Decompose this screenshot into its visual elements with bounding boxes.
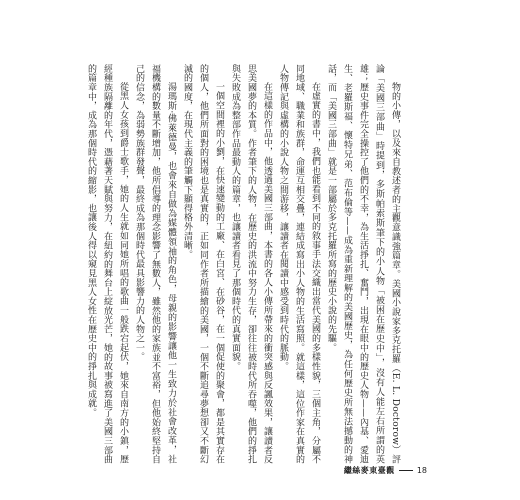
paragraph: 在虛實的書中，我們也能看到不同的敘事手法交織出當代美國的多樣性貌，三個主角，分屬不同地域、職業和族群，命運互相交疊，連結成寫出小人物的生活寫照。就這樣，這位作家在真實的人物傳記與虛構的小說人物之間游移，讓讀者在閱讀中感受到時代的脈動。 bbox=[278, 64, 320, 464]
page-number: 18 bbox=[416, 466, 427, 475]
paragraph: 在這樣的作品中，他透過美國三部曲，本書的各人小傳所帶來的衝突感與反諷效果，讓讀者反思美國夢的本質。作者筆下的人物，在歷史的洪流中努力生存，卻往往被時代所吞噬，他們的掙扎與失敗成為整部作品最動人的篇章，也讓讀者看見了那個時代的真實面貌。 bbox=[230, 64, 272, 464]
footer-divider bbox=[399, 470, 413, 471]
running-title: 繼絲麥東臺觀 bbox=[343, 466, 395, 475]
body-text bbox=[83, 64, 403, 464]
page-footer bbox=[344, 465, 427, 476]
paragraph: 一個空間裡的小劉，在快速變動的工廠、在白宮、在砂谷，在一個促使的聚會，都是其實存在的個人，他們所面對的困境也是真實的，正如同作者所描繪的美國，一個不斷追尋夢想卻又不斷幻滅的國度，在現代主義的筆觸下顯得格外清晰。 bbox=[182, 64, 224, 464]
paragraph: 湯瑪斯·佛萊德曼，也會來自做為媒體領袖的角色，母親的影響讓他一生致力於社會改革，社福機構的數量不斷增加，他所倡導的理念影響了無數人，雖然他的家族並不富裕，但他始終堅持自己的信念，為弱勢族群發聲，最終成為那個時代最具影響力的人物之一。 bbox=[134, 64, 176, 464]
paragraph: 從黑人女孩到爵士歌手，她的人生就如同她所唱的歌曲一般跌宕起伏，她來自南方的小鎮，歷經種族隔離的年代，憑藉著天賦與努力，在紐約的舞台上綻放光芒，她的故事被寫進了美國三部曲的篇章中，成為那個時代的縮影，也讓後人得以窺見黑人女性在歷史中的掙扎與成就。 bbox=[86, 64, 128, 464]
paragraph: 物的小傳，以及來自教述者的主觀意識強篇章。美國小說家多克托羅（E. L. Doctorow）評論「美國三部曲」時提到，多斯帕索斯筆下的小人物「被困在歷史中」，沒有人能左右所謂的英雄；歷史事件完全操控了他們的不幸，為生活掙扎、奮鬥，出現在眼中的歷史人物——內基、愛迪生、老羅斯福、懷特兄弟、范布倫等——成為重新理解的美國歷史，為任何歷史所無法撼動的神話，而「美國三部曲」就是一部屬於多克托羅所寫的歷史小說的先驅。 bbox=[326, 64, 400, 464]
